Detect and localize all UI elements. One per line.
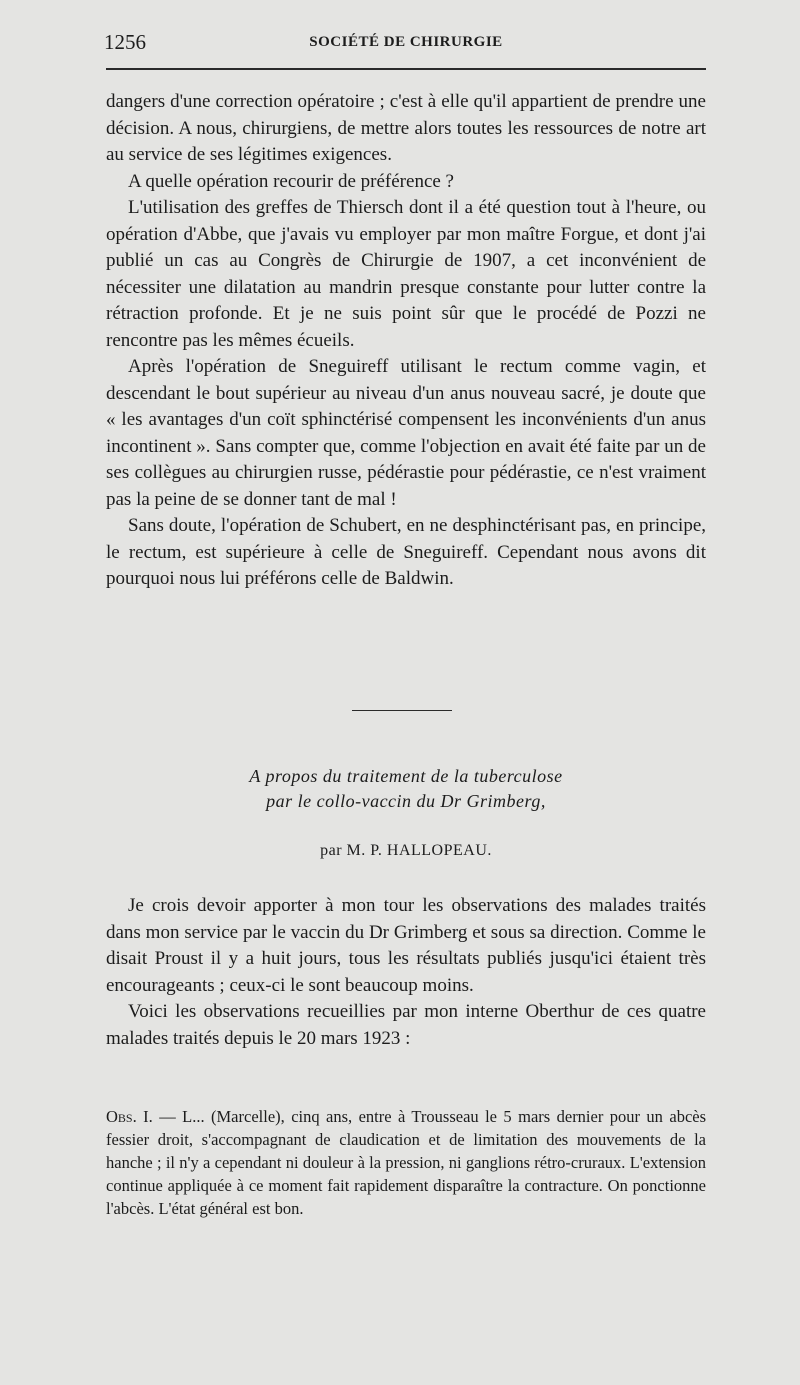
- paragraph: Je crois devoir apporter à mon tour les observations des malades traités dans mon service par le vaccin du Dr Grimberg et sous sa direction. Comme le disait Proust il y a huit jours, tous les résultats publiés jusqu'ici étaient très encourageants ; ceux-ci le sont beaucoup moins.: [106, 895, 706, 996]
- running-title: SOCIÉTÉ DE CHIRURGIE: [309, 34, 503, 50]
- observation-text: — L... (Marcelle), cinq ans, entre à Trousseau le 5 mars dernier pour un abcès fessier droit, s'accompagnant de claudication et de limitation des mouvements de la hanche ; il n'y a cependant ni douleur à la pression, ni ganglions rétro-cruraux. L'extension continue appliquée à ce moment fait rapidement disparaître la contracture. On ponctionne l'abcès. L'état général est bon.: [106, 1107, 707, 1218]
- article-title-line-2: par le collo-vaccin du Dr Grimberg,: [266, 791, 546, 811]
- paragraph: Après l'opération de Sneguireff utilisant le rectum comme vagin, et descendant le bout supérieur au niveau d'un anus nouveau sacré, je doute que « les avantages d'un coït sphinctérisé compensent les inconvénients d'un anus incontinent ». Sans compter que, comme l'objection en avait été faite par un de ses collègues au chirurgien russe, pédérastie pour pédérastie, ce n'est vraiment pas la peine de se donner tant de mal !: [106, 356, 706, 510]
- section-previous-article: [106, 89, 706, 593]
- article-title: [106, 764, 706, 814]
- paragraph: Sans doute, l'opération de Schubert, en ne desphinctérisant pas, en principe, le rectum, est supérieure à celle de Sneguireff. Cependant nous avons dit pourquoi nous lui préférons celle de Baldwin.: [106, 515, 706, 589]
- paragraph: dangers d'une correction opératoire ; c'est à elle qu'il appartient de prendre une décision. A nous, chirurgiens, de mettre alors toutes les ressources de notre art au service de ses légitimes exigences.: [106, 91, 706, 165]
- page-number: 1256: [104, 30, 146, 54]
- article-author: par M. P. HALLOPEAU.: [320, 842, 492, 859]
- observation-label: Obs. I.: [106, 1107, 153, 1126]
- section-separator: [352, 710, 452, 711]
- observation-paragraph: [106, 1105, 706, 1220]
- article-title-line-1: A propos du traitement de la tuberculose: [249, 766, 563, 786]
- paragraph: A quelle opération recourir de préférence ?: [128, 170, 454, 192]
- section-article-body: [106, 893, 706, 1052]
- header-rule: [106, 68, 706, 70]
- paragraph: Voici les observations recueillies par mon interne Oberthur de ces quatre malades traités depuis le 20 mars 1923 :: [106, 1001, 706, 1049]
- paragraph: L'utilisation des greffes de Thiersch dont il a été question tout à l'heure, ou opération d'Abbe, que j'avais vu employer par mon maître Forgue, et dont j'ai publié un cas au Congrès de Chirurgie de 1907, a cet inconvénient de nécessiter une dilatation au mandrin presque constante pour lutter contre la rétraction profonde. Et je ne suis point sûr que le procédé de Pozzi ne rencontre pas les mêmes écueils.: [106, 197, 706, 351]
- page-header: [104, 26, 708, 56]
- observation-block: [106, 1105, 706, 1220]
